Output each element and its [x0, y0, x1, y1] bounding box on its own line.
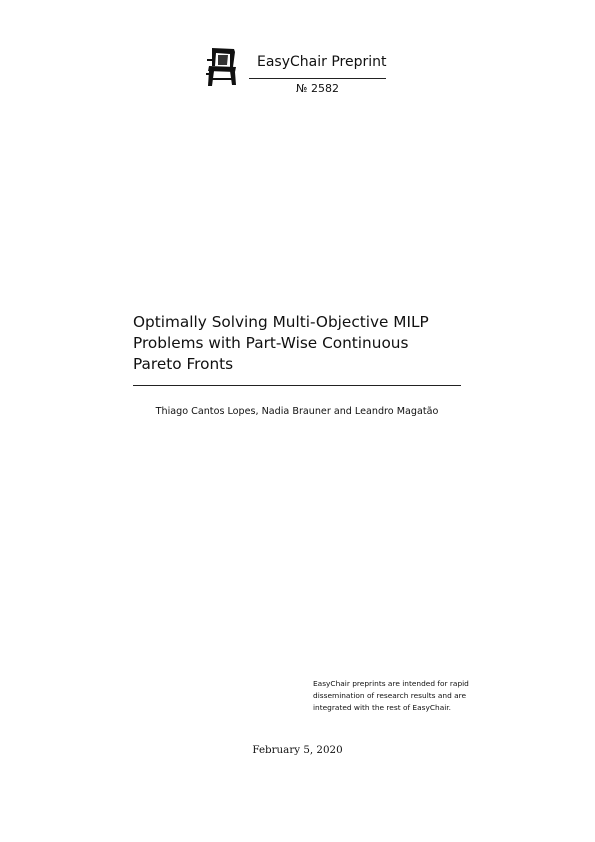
title-divider — [133, 385, 461, 386]
easychair-chair-logo-icon — [206, 47, 238, 87]
paper-title: Optimally Solving Multi-Objective MILP Problems with Part-Wise Continuous Pareto Fronts — [133, 313, 429, 373]
notice-line: dissemination of research results and are — [313, 691, 467, 700]
preprint-notice — [313, 678, 503, 714]
paper-authors: Thiago Cantos Lopes, Nadia Brauner and Leandro Magatão — [155, 406, 439, 417]
preprint-number: № 2582 — [296, 82, 339, 95]
notice-line: EasyChair preprints are intended for rapid — [313, 679, 469, 688]
preprint-series-name: EasyChair Preprint — [257, 54, 387, 70]
publication-date: February 5, 2020 — [252, 744, 343, 756]
notice-line: integrated with the rest of EasyChair. — [313, 703, 451, 712]
header-divider — [249, 78, 386, 79]
